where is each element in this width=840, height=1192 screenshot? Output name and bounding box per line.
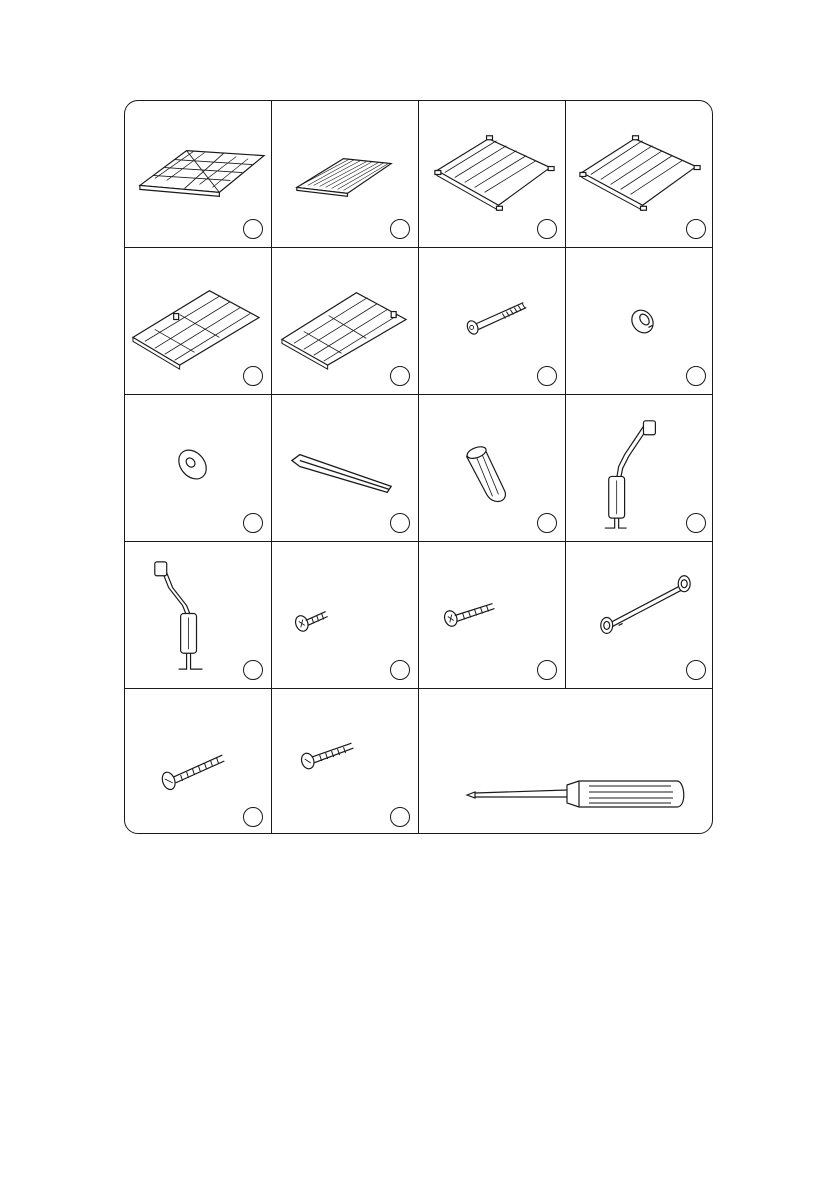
- parts-sheet: [124, 100, 713, 834]
- part-cell-1: [125, 101, 272, 248]
- part-cell-15: [419, 542, 566, 689]
- part-number-badge: [390, 513, 410, 533]
- parts-grid: [125, 101, 712, 833]
- part-cell-11: [419, 395, 566, 542]
- part-cell-2: [272, 101, 419, 248]
- part-number-badge: [390, 807, 410, 827]
- part-cell-18: [272, 689, 419, 834]
- part-number-badge: [537, 219, 557, 239]
- part-number-badge: [537, 366, 557, 386]
- part-cell-10: [272, 395, 419, 542]
- part-number-badge: [686, 660, 706, 680]
- part-number-badge: [243, 513, 263, 533]
- part-cell-13: [125, 542, 272, 689]
- part-number-badge: [243, 807, 263, 827]
- part-number-badge: [390, 219, 410, 239]
- part-cell-12: [566, 395, 713, 542]
- part-number-badge: [537, 513, 557, 533]
- part-cell-7: [419, 248, 566, 395]
- part-cell-4: [566, 101, 713, 248]
- part-number-badge: [686, 219, 706, 239]
- part-number-badge: [686, 366, 706, 386]
- part-cell-16: [566, 542, 713, 689]
- part-cell-9: [125, 395, 272, 542]
- part-number-badge: [686, 513, 706, 533]
- part-cell-19: [419, 689, 713, 834]
- part-cell-5: [125, 248, 272, 395]
- part-cell-14: [272, 542, 419, 689]
- part-cell-3: [419, 101, 566, 248]
- part-number-badge: [243, 219, 263, 239]
- part-cell-17: [125, 689, 272, 834]
- part-number-badge: [390, 366, 410, 386]
- screwdriver-icon: [419, 689, 713, 834]
- part-number-badge: [537, 660, 557, 680]
- part-cell-6: [272, 248, 419, 395]
- part-number-badge: [243, 660, 263, 680]
- part-cell-8: [566, 248, 713, 395]
- part-number-badge: [243, 366, 263, 386]
- part-number-badge: [390, 660, 410, 680]
